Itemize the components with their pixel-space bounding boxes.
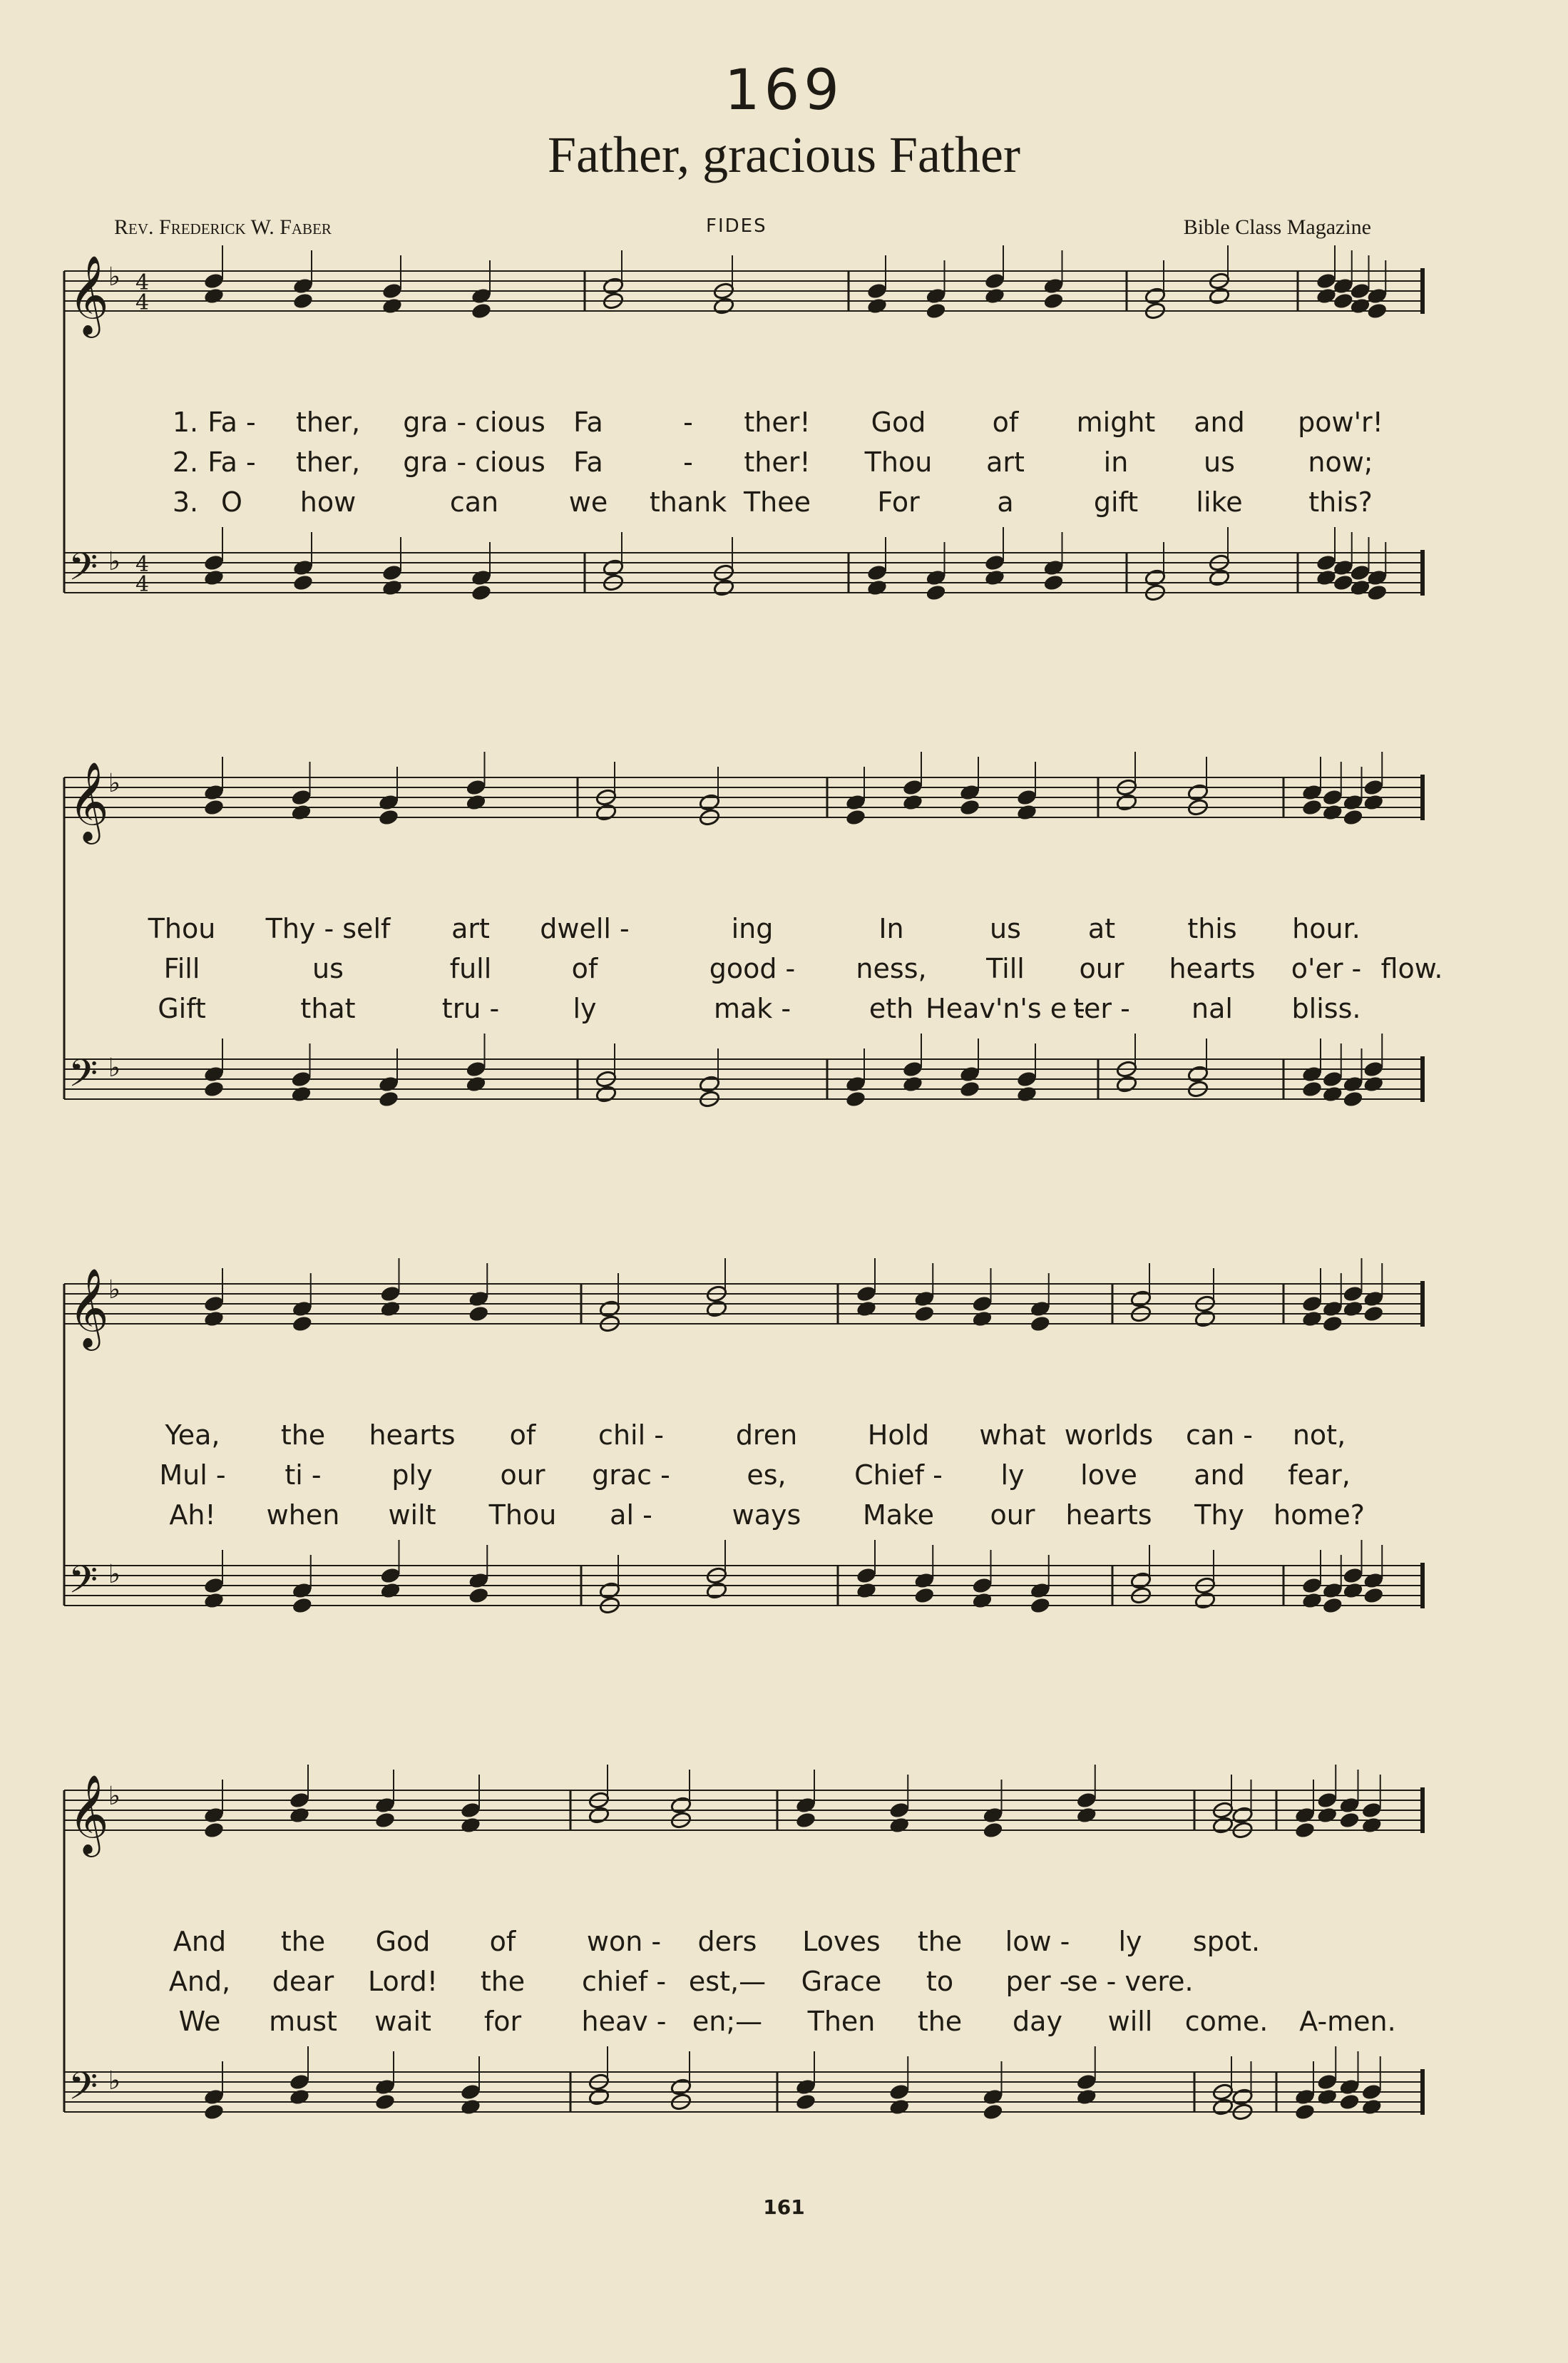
note-head: [1361, 1801, 1383, 1820]
lyric-syllable: -: [683, 446, 693, 478]
lyric-syllable: the: [280, 1419, 326, 1451]
note-head: [888, 1801, 911, 1820]
lyric-syllable: Then: [807, 2006, 876, 2037]
note-head: [289, 1806, 311, 1824]
note-head: [1231, 1806, 1254, 1824]
lyric-syllable: art: [451, 913, 490, 944]
lyric-syllable: gra - cious: [403, 446, 545, 478]
note-head: [374, 2093, 396, 2111]
lyric-syllable: home?: [1274, 1499, 1365, 1531]
lyric-syllable: Ah!: [169, 1499, 216, 1531]
bass-clef-icon: 𝄢: [68, 1052, 98, 1105]
lyric-syllable: that: [300, 993, 356, 1024]
note-head: [588, 2088, 610, 2106]
lyric-syllable: For: [877, 486, 920, 518]
note-head: [670, 2078, 692, 2096]
lyric-syllable: at: [1087, 913, 1116, 944]
author-credit: Rev. Frederick W. Faber: [114, 215, 332, 239]
lyric-syllable: of: [489, 1926, 516, 1957]
note-head: [1316, 2088, 1338, 2106]
note-head: [1361, 2083, 1383, 2101]
note-head: [1316, 2073, 1338, 2091]
note-head: [289, 2088, 311, 2106]
note-head: [1316, 1791, 1338, 1810]
note-head: [1316, 1806, 1338, 1824]
lyric-syllable: hour.: [1292, 913, 1361, 944]
lyric-syllable: And: [173, 1926, 227, 1957]
lyric-syllable: in: [1103, 446, 1129, 478]
lyric-syllable: the: [280, 1926, 326, 1957]
note-head: [203, 2103, 225, 2121]
note-head: [1075, 2073, 1097, 2091]
lyric-syllable: dear: [272, 1966, 334, 1997]
note-head: [795, 1796, 817, 1815]
lyric-syllable: Thou: [148, 913, 216, 944]
flat-key-signature-icon: ♭: [108, 1275, 121, 1305]
lyric-syllable: full: [449, 953, 492, 984]
note-head: [888, 2083, 911, 2101]
note-head: [795, 2078, 817, 2096]
note-head: [1361, 2098, 1383, 2116]
lyric-syllable: ther,: [295, 446, 361, 478]
lyric-syllable: and: [1194, 1459, 1245, 1491]
lyric-syllable: ti -: [285, 1459, 322, 1491]
lyric-syllable: se - vere.: [1067, 1966, 1194, 1997]
lyric-syllable: the: [917, 1926, 963, 1957]
note-head: [203, 1806, 225, 1824]
note-head: [1212, 1816, 1234, 1834]
lyric-syllable: Chief -: [854, 1459, 943, 1491]
lyric-syllable: ly: [573, 993, 597, 1024]
lyric-syllable: of: [992, 407, 1019, 438]
note-head: [1338, 1811, 1361, 1829]
treble-clef-icon: 𝄞: [68, 1774, 109, 1854]
lyric-syllable: ly: [1118, 1926, 1142, 1957]
note-head: [670, 1796, 692, 1815]
lyric-syllable: est,—: [688, 1966, 767, 1997]
lyric-syllable: thank: [649, 486, 727, 518]
lyric-syllable: We: [178, 2006, 221, 2037]
lyric-syllable: In: [878, 913, 904, 944]
lyric-syllable: per -: [1005, 1966, 1070, 1997]
lyric-syllable: us: [312, 953, 344, 984]
tune-name: FIDES: [706, 215, 767, 237]
lyric-syllable: gift: [1093, 486, 1139, 518]
lyric-syllable: hearts: [1169, 953, 1256, 984]
lyric-syllable: what: [979, 1419, 1046, 1451]
lyric-syllable: 3.: [172, 486, 199, 518]
lyric-syllable: come.: [1184, 2006, 1269, 2037]
hymn-title: Father, gracious Father: [548, 126, 1020, 183]
flat-key-signature-icon: ♭: [108, 1053, 121, 1083]
lyric-syllable: wilt: [388, 1499, 436, 1531]
source-credit: Bible Class Magazine: [1183, 215, 1371, 239]
lyric-syllable: Mul -: [159, 1459, 226, 1491]
note-head: [289, 1791, 311, 1810]
note-head: [1212, 2098, 1234, 2116]
lyric-syllable: this?: [1308, 486, 1373, 518]
note-head: [374, 1796, 396, 1815]
note-head: [982, 2103, 1004, 2121]
lyric-syllable: A-men.: [1299, 2006, 1396, 2037]
lyric-syllable: ther!: [744, 446, 811, 478]
time-signature-bottom: 4: [135, 290, 150, 315]
note-head: [1338, 2078, 1361, 2096]
lyric-syllable: heav -: [581, 2006, 667, 2037]
lyric-syllable: mak -: [713, 993, 791, 1024]
note-head: [1294, 2103, 1316, 2121]
lyric-syllable: now;: [1308, 446, 1373, 478]
lyric-syllable: chil -: [598, 1419, 664, 1451]
lyric-syllable: us: [990, 913, 1021, 944]
note-head: [982, 2088, 1004, 2106]
lyric-syllable: Thee: [743, 486, 811, 518]
lyric-line-verse-1: [0, 1926, 1568, 1966]
lyric-syllable: bliss.: [1291, 993, 1361, 1024]
lyric-syllable: Lord!: [367, 1966, 439, 1997]
lyric-syllable: Thy: [1194, 1499, 1244, 1531]
time-signature-top: 4: [135, 552, 150, 577]
note-head: [1294, 1806, 1316, 1824]
lyric-syllable: a: [997, 486, 1014, 518]
page-number: 161: [763, 2195, 805, 2219]
lyric-syllable: good -: [709, 953, 796, 984]
treble-staff: [64, 1765, 1423, 1857]
lyric-syllable: love: [1080, 1459, 1137, 1491]
lyric-syllable: Grace: [801, 1966, 882, 1997]
lyric-line-verse-2: [0, 1966, 1568, 2006]
note-head: [1361, 1816, 1383, 1834]
flat-key-signature-icon: ♭: [108, 1782, 121, 1811]
lyric-syllable: Fa -: [207, 407, 256, 438]
lyric-syllable: ther,: [295, 407, 361, 438]
flat-key-signature-icon: ♭: [108, 1560, 121, 1589]
lyric-syllable: our: [500, 1459, 545, 1491]
lyric-syllable: this: [1187, 913, 1237, 944]
note-head: [374, 1811, 396, 1829]
lyric-syllable: when: [266, 1499, 340, 1531]
lyric-syllable: Gift: [158, 993, 206, 1024]
lyric-syllable: might: [1076, 407, 1156, 438]
lyric-syllable: how: [299, 486, 357, 518]
lyric-syllable: us: [1204, 446, 1235, 478]
lyric-syllable: -: [683, 407, 693, 438]
note-head: [374, 2078, 396, 2096]
flat-key-signature-icon: ♭: [108, 769, 121, 798]
note-head: [460, 1816, 482, 1834]
lyric-syllable: Fill: [163, 953, 200, 984]
lyric-syllable: 1.: [172, 407, 199, 438]
lyric-syllable: Make: [862, 1499, 935, 1531]
lyric-syllable: 2.: [172, 446, 199, 478]
lyric-syllable: ways: [732, 1499, 801, 1531]
lyric-syllable: Thou: [488, 1499, 557, 1531]
lyric-syllable: of: [571, 953, 598, 984]
note-head: [1075, 1791, 1097, 1810]
flat-key-signature-icon: ♭: [108, 2066, 121, 2096]
lyric-syllable: pow'r!: [1298, 407, 1383, 438]
bass-clef-icon: 𝄢: [68, 546, 98, 598]
note-head: [982, 1821, 1004, 1839]
lyric-syllable: Heav'n's e -: [926, 993, 1085, 1024]
lyric-syllable: dwell -: [540, 913, 630, 944]
note-head: [460, 2083, 482, 2101]
lyric-syllable: eth: [868, 993, 914, 1024]
lyric-syllable: flow.: [1380, 953, 1443, 984]
lyric-syllable: the: [917, 2006, 963, 2037]
lyric-syllable: Fa: [573, 407, 603, 438]
note-head: [1294, 2088, 1316, 2106]
lyric-syllable: not,: [1292, 1419, 1346, 1451]
note-head: [888, 2098, 911, 2116]
lyric-syllable: ply: [391, 1459, 433, 1491]
note-head: [1294, 1821, 1316, 1839]
lyric-syllable: the: [480, 1966, 526, 1997]
note-head: [888, 1816, 911, 1834]
lyric-syllable: low -: [1005, 1926, 1070, 1957]
lyric-syllable: won -: [586, 1926, 662, 1957]
lyric-syllable: Hold: [867, 1419, 930, 1451]
lyric-syllable: our: [1079, 953, 1124, 984]
lyric-syllable: O: [221, 486, 242, 518]
lyric-syllable: to: [926, 1966, 954, 1997]
note-head: [203, 2088, 225, 2106]
note-head: [795, 1811, 817, 1829]
lyric-syllable: o'er -: [1291, 953, 1362, 984]
lyric-syllable: ders: [697, 1926, 757, 1957]
note-head: [1075, 1806, 1097, 1824]
lyric-syllable: can -: [1185, 1419, 1254, 1451]
treble-clef-icon: 𝄞: [68, 761, 109, 841]
lyric-syllable: hearts: [369, 1419, 456, 1451]
bass-clef-icon: 𝄢: [68, 2065, 98, 2118]
note-head: [289, 2073, 311, 2091]
time-signature-top: 4: [135, 270, 150, 295]
flat-key-signature-icon: ♭: [108, 262, 121, 292]
lyric-syllable: grac -: [592, 1459, 670, 1491]
lyric-syllable: fear,: [1288, 1459, 1351, 1491]
lyric-syllable: ing: [731, 913, 774, 944]
lyric-syllable: dren: [735, 1419, 798, 1451]
lyric-syllable: ness,: [856, 953, 927, 984]
note-head: [1338, 1796, 1361, 1815]
lyric-syllable: Fa: [573, 446, 603, 478]
lyric-syllable: our: [990, 1499, 1035, 1531]
lyric-syllable: al -: [610, 1499, 652, 1531]
lyric-syllable: es,: [747, 1459, 786, 1491]
lyric-syllable: Thy - self: [265, 913, 391, 944]
lyric-syllable: Loves: [802, 1926, 881, 1957]
flat-key-signature-icon: ♭: [108, 547, 121, 576]
lyric-syllable: like: [1196, 486, 1243, 518]
note-head: [588, 1806, 610, 1824]
hymn-number: 169: [724, 58, 844, 123]
lyric-syllable: Thou: [864, 446, 933, 478]
note-head: [1338, 2093, 1361, 2111]
lyric-syllable: gra - cious: [403, 407, 545, 438]
lyric-line-verse-3: [0, 2006, 1568, 2046]
lyric-syllable: of: [509, 1419, 536, 1451]
note-head: [795, 2093, 817, 2111]
lyric-syllable: Till: [986, 953, 1025, 984]
lyric-syllable: we: [568, 486, 608, 518]
lyric-syllable: spot.: [1192, 1926, 1261, 1957]
lyric-syllable: hearts: [1065, 1499, 1152, 1531]
lyric-syllable: God: [871, 407, 926, 438]
bass-clef-icon: 𝄢: [68, 1558, 98, 1611]
lyric-syllable: can: [449, 486, 499, 518]
lyric-syllable: Yea,: [165, 1419, 220, 1451]
lyric-syllable: and: [1194, 407, 1245, 438]
lyric-syllable: And,: [168, 1966, 231, 1997]
lyric-syllable: ther!: [744, 407, 811, 438]
time-signature-bottom: 4: [135, 572, 150, 597]
note-head: [982, 1806, 1004, 1824]
lyric-syllable: ly: [1000, 1459, 1025, 1491]
note-head: [460, 2098, 482, 2116]
lyric-syllable: nal: [1192, 993, 1233, 1024]
note-head: [1075, 2088, 1097, 2106]
lyric-syllable: chief -: [581, 1966, 667, 1997]
note-head: [1231, 2088, 1254, 2106]
note-head: [460, 1801, 482, 1820]
lyric-syllable: worlds: [1064, 1419, 1154, 1451]
lyric-syllable: wait: [374, 2006, 431, 2037]
lyric-syllable: Fa -: [207, 446, 256, 478]
lyric-syllable: for: [483, 2006, 522, 2037]
lyric-syllable: art: [986, 446, 1025, 478]
lyric-syllable: ter -: [1073, 993, 1130, 1024]
lyric-syllable: day: [1013, 2006, 1062, 2037]
treble-clef-icon: 𝄞: [68, 255, 109, 335]
lyric-syllable: God: [375, 1926, 431, 1957]
lyric-syllable: will: [1107, 2006, 1153, 2037]
note-head: [203, 1821, 225, 1839]
lyric-syllable: en;—: [692, 2006, 763, 2037]
lyric-syllable: tru -: [441, 993, 500, 1024]
lyric-syllable: must: [269, 2006, 337, 2037]
bass-staff: [64, 2046, 1423, 2121]
treble-clef-icon: 𝄞: [68, 1267, 109, 1347]
